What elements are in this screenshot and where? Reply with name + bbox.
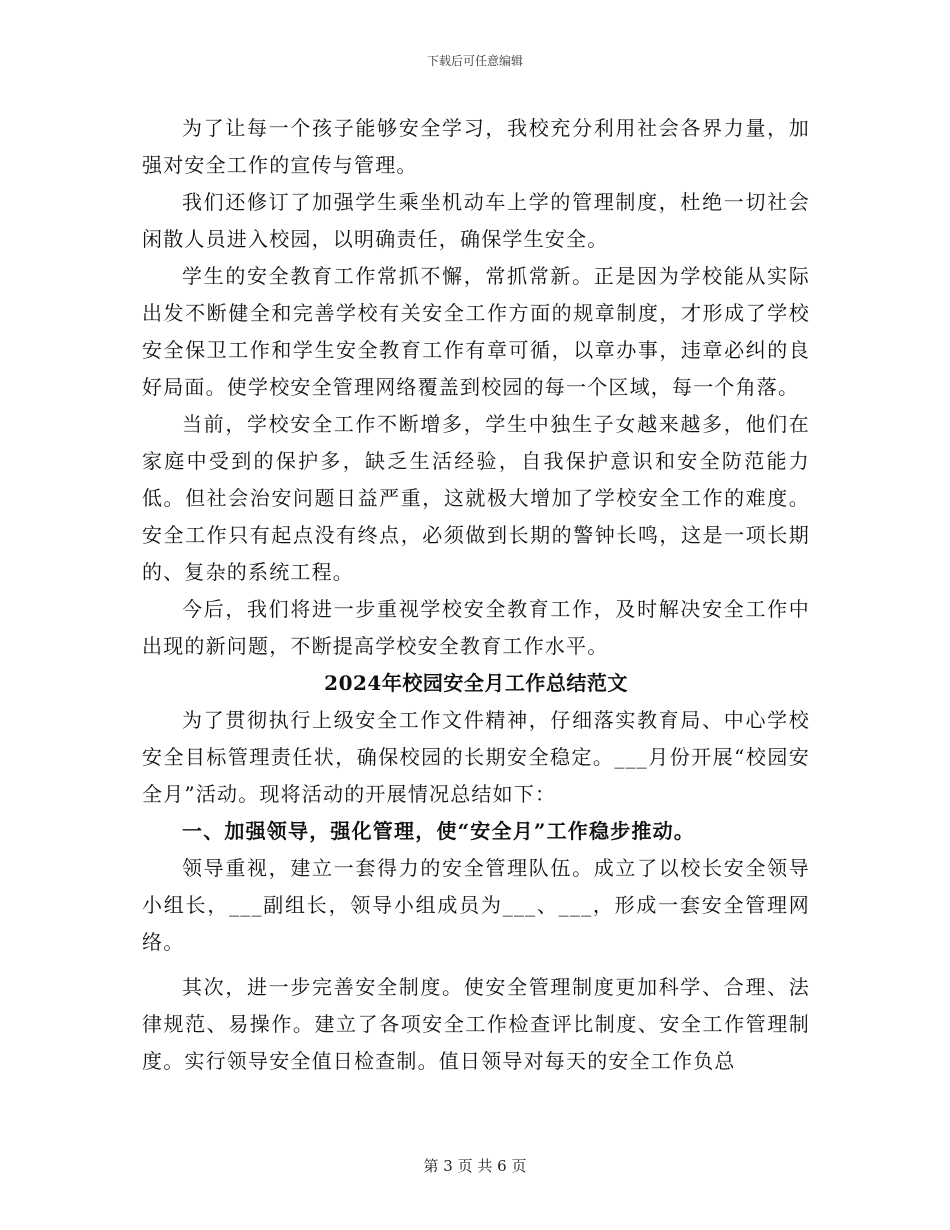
document-body	[142, 110, 810, 1080]
paragraph-2: 我们还修订了加强学生乘坐机动车上学的管理制度，杜绝一切社会闲散人员进入校园，以明确责任，确保学生安全。	[142, 190, 810, 251]
paragraph-5: 今后，我们将进一步重视学校安全教育工作，及时解决安全工作中出现的新问题，不断提高学校安全教育工作水平。	[142, 597, 810, 658]
page-footer: 第 3 页 共 6 页	[423, 1157, 527, 1175]
paragraph-6: 为了贯彻执行上级安全工作文件精神，仔细落实教育局、中心学校安全目标管理责任状，确保校园的长期安全稳定。___月份开展“校园安全月”活动。现将活动的开展情况总结如下：	[142, 708, 810, 806]
paragraph-4: 当前，学校安全工作不断增多，学生中独生子女越来越多，他们在家庭中受到的保护多，缺乏生活经验，自我保护意识和安全防范能力低。但社会治安问题日益严重，这就极大增加了学校安全工作的难度。安全工作只有起点没有终点，必须做到长期的警钟长鸣，这是一项长期的、复杂的系统工程。	[142, 412, 810, 584]
section-title: 2024年校园安全月工作总结范文	[324, 671, 628, 695]
paragraph-1: 为了让每一个孩子能够安全学习，我校充分利用社会各界力量，加强对安全工作的宣传与管理。	[142, 116, 810, 177]
paragraph-8: 其次，进一步完善安全制度。使安全管理制度更加科学、合理、法律规范、易操作。建立了各项安全工作检查评比制度、安全工作管理制度。实行领导安全值日检查制。值日领导对每天的安全工作负总	[142, 975, 810, 1073]
section-heading-1: 一、加强领导，强化管理，使“安全月”工作稳步推动。	[182, 819, 696, 843]
page-header: 下载后可任意编辑	[426, 54, 523, 68]
paragraph-7: 领导重视，建立一套得力的安全管理队伍。成立了以校长安全领导小组长，___副组长，领导小组成员为___、___，形成一套安全管理网络。	[142, 856, 810, 954]
paragraph-3: 学生的安全教育工作常抓不懈，常抓常新。正是因为学校能从实际出发不断健全和完善学校有关安全工作方面的规章制度，才形成了学校安全保卫工作和学生安全教育工作有章可循，以章办事，违章必纠的良好局面。使学校安全管理网络覆盖到校园的每一个区域，每一个角落。	[142, 264, 810, 399]
